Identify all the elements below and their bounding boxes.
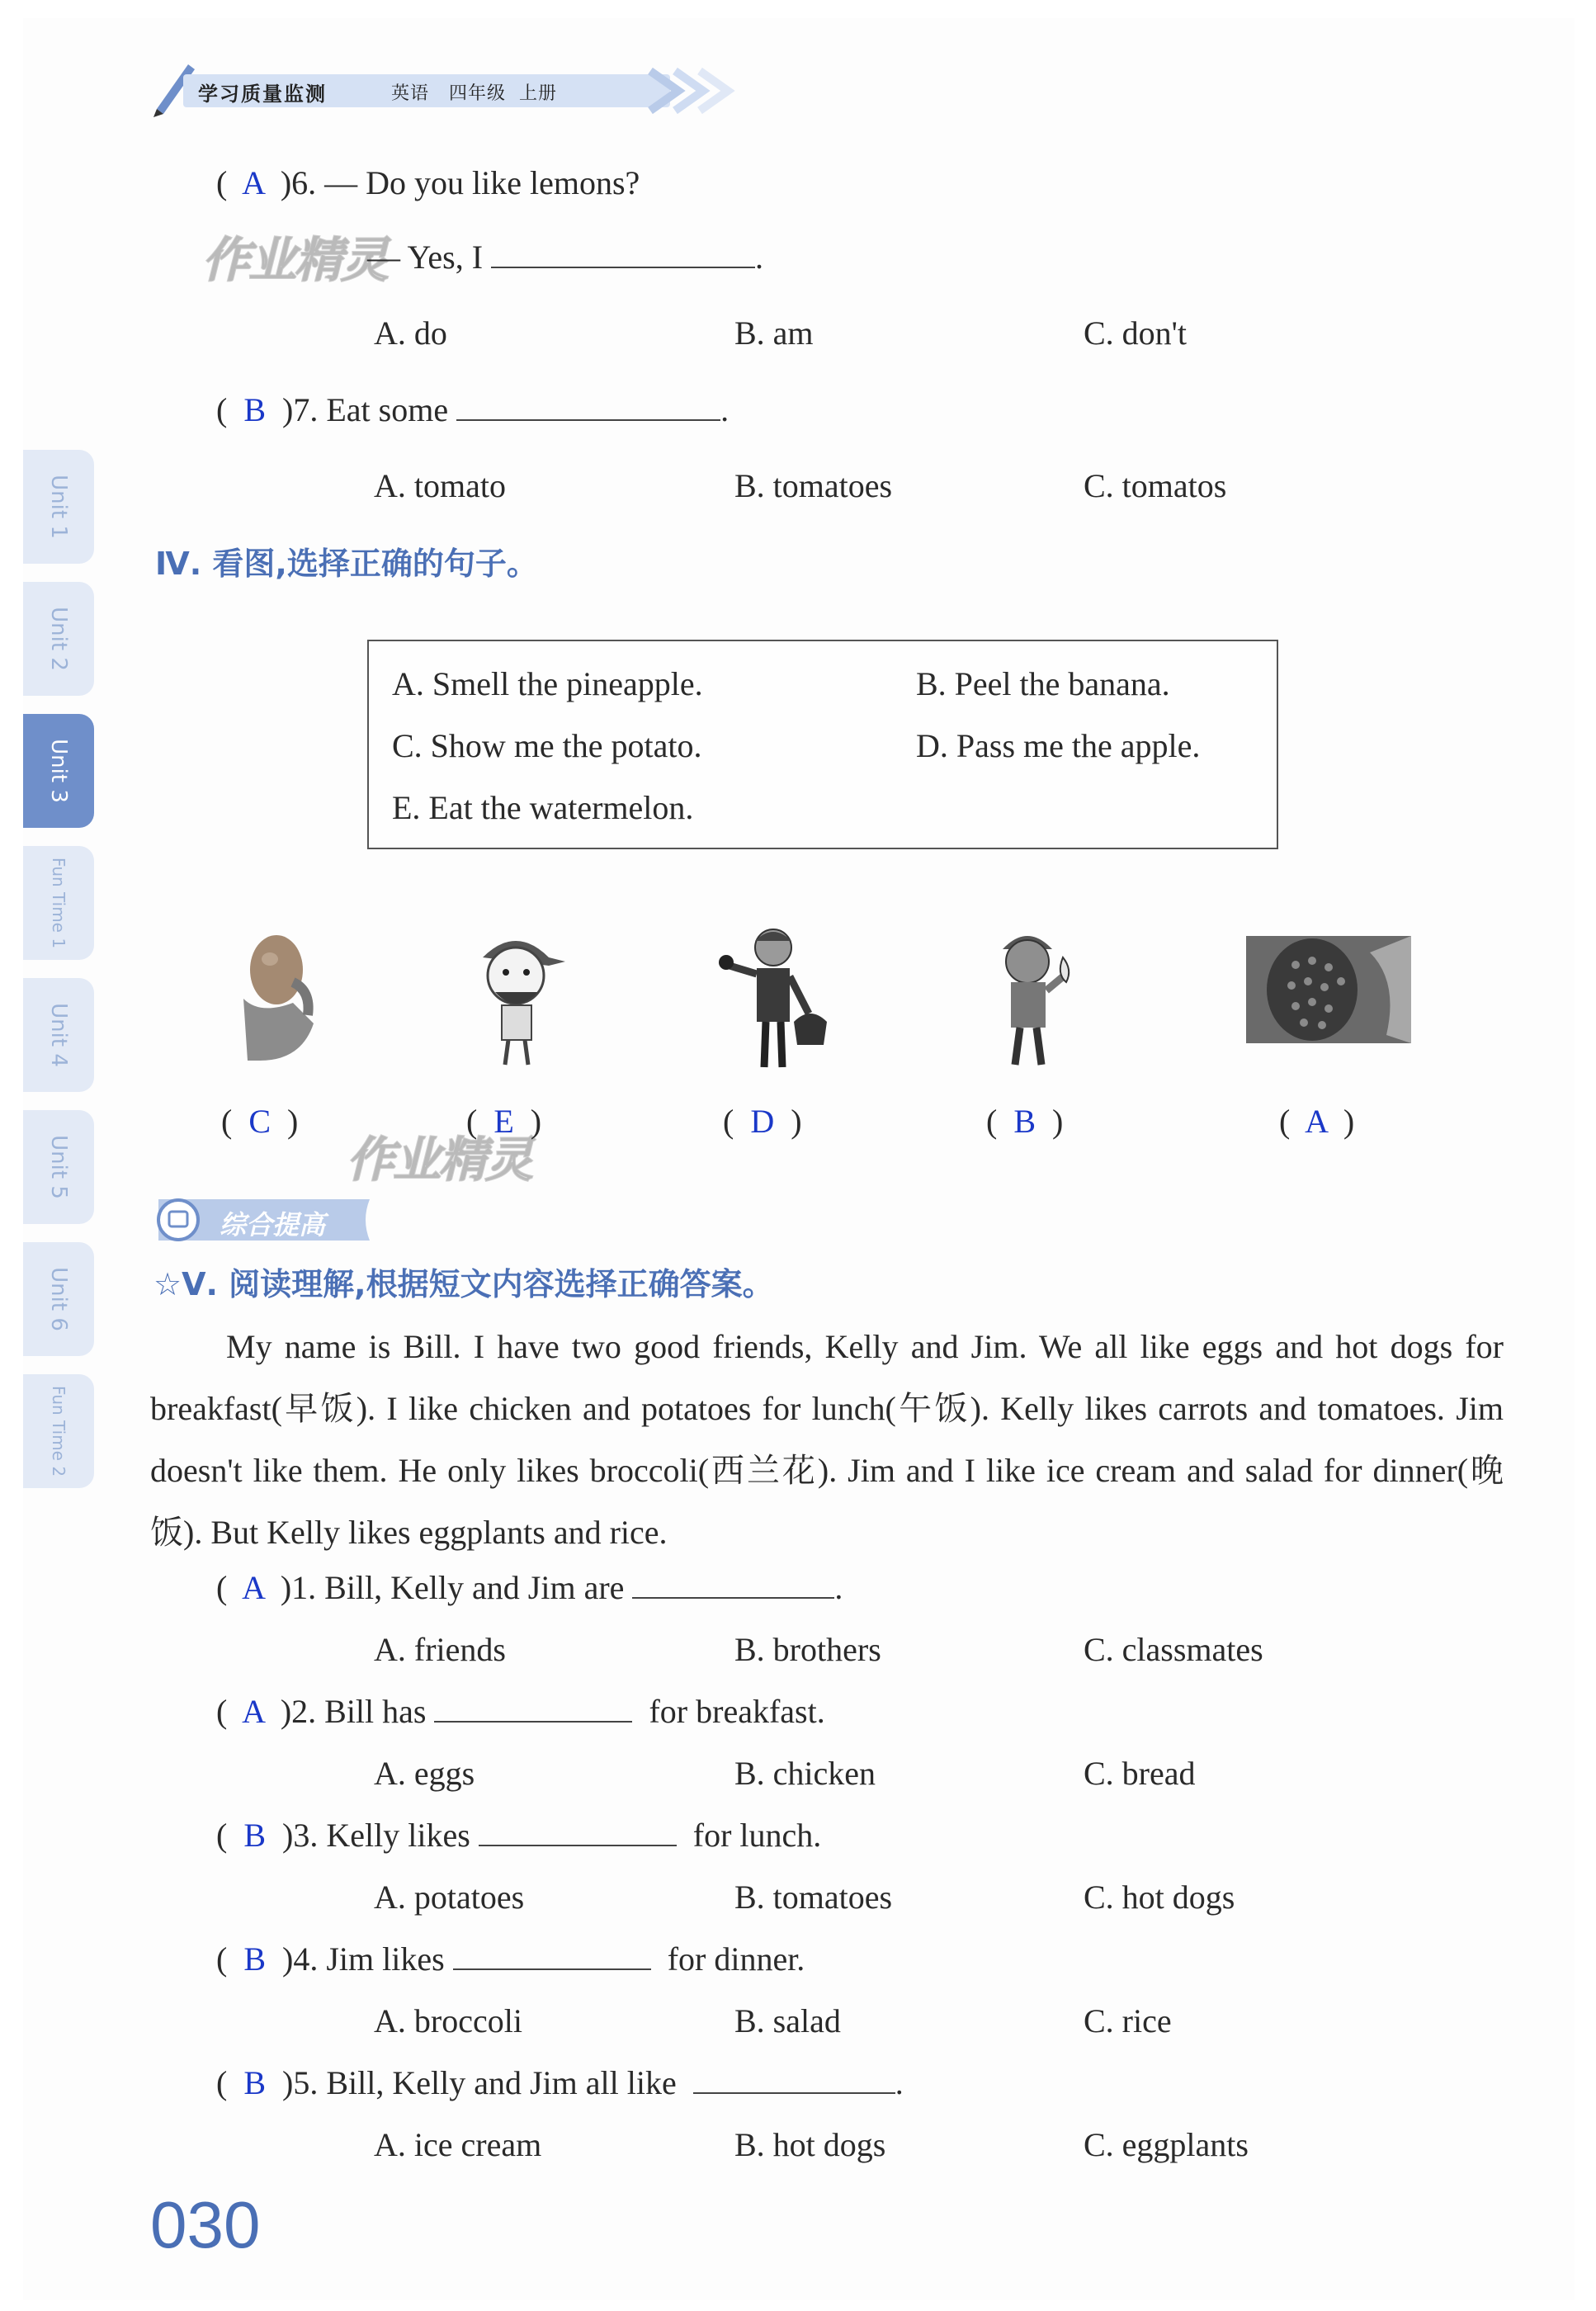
page-number: 030 [150, 2188, 261, 2261]
side-tab-unit2[interactable]: Unit 2 [23, 582, 94, 696]
picture-answer-4: ( B ) [986, 1103, 1064, 1140]
side-tab-unit4[interactable]: Unit 4 [23, 978, 94, 1092]
answer-7: B [243, 391, 267, 428]
option-3c: C. hot dogs [1084, 1879, 1235, 1916]
option-5c: C. eggplants [1084, 2126, 1249, 2163]
boy-peeling-banana-image [974, 924, 1089, 1069]
question-3: ( B )3. Kelly likes for lunch. [216, 1817, 822, 1854]
picture-answer-2-value: E [493, 1103, 514, 1140]
question-3-after: for lunch. [692, 1817, 822, 1854]
picture-answer-1-value: C [248, 1103, 272, 1140]
watermark: 作业精灵 [202, 232, 388, 288]
question-3-number: 3. [293, 1817, 319, 1854]
question-7-number: 7. [293, 391, 319, 428]
option-1c: C. classmates [1084, 1631, 1263, 1668]
question-2-number: 2. [291, 1693, 317, 1730]
question-4-number: 4. [293, 1940, 319, 1978]
answer-blank[interactable] [453, 1944, 651, 1970]
option-5a: A. ice cream [374, 2126, 542, 2163]
question-1-before: Bill, Kelly and Jim are [324, 1569, 625, 1606]
answer-blank[interactable] [693, 2068, 895, 2094]
option-2a: A. eggs [374, 1755, 475, 1792]
answer-blank[interactable] [434, 1696, 632, 1723]
question-6-prompt: — Do you like lemons? [324, 164, 640, 201]
question-6-number: 6. [291, 164, 317, 201]
option-7b: B. tomatoes [734, 467, 893, 504]
answer-3: B [243, 1817, 267, 1854]
question-2-after: for breakfast. [649, 1693, 825, 1730]
option-1b: B. brothers [734, 1631, 881, 1668]
reading-passage: My name is Bill. I have two good friends, Kelly and Jim. We all like eggs and hot dogs for breakfast(早饭). I like chicken and potatoes for lunch(午饭). Kelly likes carrots and tomatoes. Jim doesn't like them. He only likes broccoli(西兰花). Jim and I like ice cream and salad for dinner(晚饭). But Kelly likes eggplants and rice. [150, 1328, 1504, 1551]
side-tab-unit3[interactable]: Unit 3 [23, 714, 94, 828]
question-1-after: . [834, 1569, 843, 1606]
question-4: ( B )4. Jim likes for dinner. [216, 1940, 805, 1978]
option-3a: A. potatoes [374, 1879, 525, 1916]
option-2b: B. chicken [734, 1755, 876, 1792]
section-5-heading: ☆Ⅴ. 阅读理解,根据短文内容选择正确答案。 [153, 1266, 774, 1302]
header-title: 学习质量监测 [198, 83, 327, 106]
option-7c: C. tomatos [1084, 467, 1227, 504]
answer-5: B [243, 2064, 267, 2101]
question-7: ( B )7. Eat some . [216, 391, 730, 428]
question-6-end: . [755, 239, 764, 276]
answer-blank[interactable] [479, 1820, 677, 1846]
sentence-e: E. Eat the watermelon. [392, 789, 694, 826]
boy-eating-watermelon-image [462, 924, 569, 1069]
section-banner [153, 1193, 376, 1251]
question-6-reply [367, 238, 763, 276]
watermark: 作业精灵 [347, 1132, 532, 1188]
sentence-d: D. Pass me the apple. [916, 727, 1201, 764]
question-7-end: . [720, 391, 730, 428]
header-volume: 上册 [519, 83, 558, 104]
question-5-after: . [895, 2064, 904, 2101]
hand-potato-image [235, 924, 326, 1065]
option-6a: A. do [374, 314, 447, 352]
option-2c: C. bread [1084, 1755, 1196, 1792]
answer-blank[interactable] [491, 242, 755, 268]
answer-blank[interactable] [632, 1572, 834, 1599]
sentence-b: B. Peel the banana. [916, 665, 1170, 702]
page-header [150, 59, 744, 117]
header-grade: 四年级 [449, 83, 507, 104]
banner-label: 综合提高 [220, 1209, 326, 1241]
picture-answer-3-value: D [750, 1103, 775, 1140]
option-4b: B. salad [734, 2002, 841, 2039]
option-6b: B. am [734, 314, 814, 352]
header-subject: 英语 [391, 83, 430, 104]
picture-answer-3: ( D ) [723, 1103, 802, 1140]
section-4-heading: Ⅳ. 看图,选择正确的句子。 [155, 546, 538, 582]
side-tab-funtime1[interactable]: Fun Time 1 [23, 846, 94, 960]
side-tab-unit1[interactable]: Unit 1 [23, 450, 94, 564]
question-3-before: Kelly likes [326, 1817, 470, 1854]
smell-pineapple-image [1246, 936, 1411, 1043]
answer-4: B [243, 1940, 267, 1978]
option-7a: A. tomato [374, 467, 506, 504]
side-tab-unit5[interactable]: Unit 5 [23, 1110, 94, 1224]
picture-answer-5-value: A [1305, 1103, 1327, 1140]
option-4a: A. broccoli [374, 2002, 522, 2039]
question-5-number: 5. [293, 2064, 319, 2101]
answer-1: A [242, 1569, 264, 1606]
answer-6: A [242, 164, 264, 201]
question-5: ( B )5. Bill, Kelly and Jim all like . [216, 2064, 904, 2101]
question-2-before: Bill has [324, 1693, 427, 1730]
side-tab-funtime2[interactable]: Fun Time 2 [23, 1374, 94, 1488]
answer-blank[interactable] [456, 395, 720, 421]
picture-answer-1: ( C ) [221, 1103, 299, 1140]
question-1: ( A )1. Bill, Kelly and Jim are . [216, 1569, 843, 1606]
boy-with-apple-image [711, 923, 835, 1071]
picture-answer-4-value: B [1013, 1103, 1036, 1140]
picture-answer-2: ( E ) [466, 1103, 542, 1140]
chevron-decoration-icon [645, 66, 736, 116]
question-7-prompt: Eat some [326, 391, 449, 428]
option-4c: C. rice [1084, 2002, 1172, 2039]
sentence-c: C. Show me the potato. [392, 727, 702, 764]
question-2: ( A )2. Bill has for breakfast. [216, 1693, 825, 1730]
question-4-before: Jim likes [326, 1940, 445, 1978]
question-6-reply-text: — Yes, I [367, 239, 484, 276]
question-4-after: for dinner. [667, 1940, 805, 1978]
sentence-a: A. Smell the pineapple. [392, 665, 703, 702]
picture-answer-5: ( A ) [1279, 1103, 1355, 1140]
header-subtitle [391, 79, 557, 105]
option-6c: C. don't [1084, 314, 1187, 352]
option-3b: B. tomatoes [734, 1879, 893, 1916]
question-1-number: 1. [291, 1569, 317, 1606]
option-1a: A. friends [374, 1631, 506, 1668]
answer-2: A [242, 1693, 264, 1730]
option-5b: B. hot dogs [734, 2126, 886, 2163]
question-5-before: Bill, Kelly and Jim all like [326, 2064, 677, 2101]
question-6: ( A )6. — Do you like lemons? [216, 164, 640, 201]
side-tab-unit6[interactable]: Unit 6 [23, 1242, 94, 1356]
